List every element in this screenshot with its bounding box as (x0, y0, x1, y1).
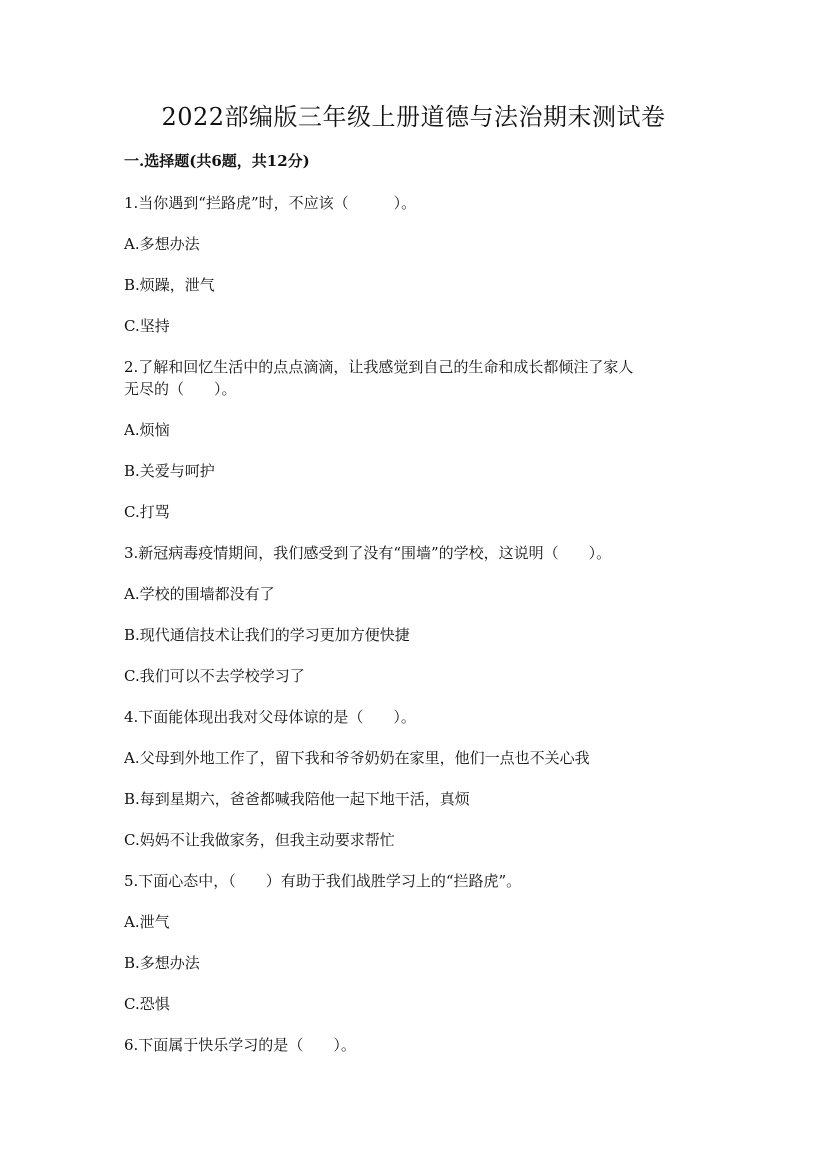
question-4-stem: 4.下面能体现出我对父母体谅的是（ ）。 (124, 708, 416, 726)
question-3-option-b: B.现代通信技术让我们的学习更加方便快捷 (124, 626, 410, 644)
question-6-stem: 6.下面属于快乐学习的是（ ）。 (124, 1036, 356, 1054)
page-title: 2022部编版三年级上册道德与法治期末测试卷 (161, 103, 666, 131)
question-1-stem: 1.当你遇到“拦路虎”时，不应该（ ）。 (124, 194, 417, 212)
question-1-option-a: A.多想办法 (124, 235, 200, 253)
section-heading: 一.选择题(共6题，共12分) (124, 152, 310, 170)
question-1-option-c: C.坚持 (124, 317, 170, 335)
question-4-option-c: C.妈妈不让我做家务，但我主动要求帮忙 (124, 831, 395, 849)
question-3-stem: 3.新冠病毒疫情期间，我们感受到了没有“围墙”的学校，这说明（ ）。 (124, 544, 612, 562)
question-2-option-b: B.关爱与呵护 (124, 462, 215, 480)
question-5-option-c: C.恐惧 (124, 995, 170, 1013)
question-2-stem-line-1: 2.了解和回忆生活中的点点滴滴，让我感觉到自己的生命和成长都倾注了家人 (124, 358, 634, 376)
question-2-option-c: C.打骂 (124, 503, 170, 521)
question-5-stem: 5.下面心态中，（ ）有助于我们战胜学习上的“拦路虎”。 (124, 872, 522, 890)
question-5-option-a: A.泄气 (124, 913, 170, 931)
question-2-stem-line-2: 无尽的（ ）。 (124, 380, 237, 398)
question-4-option-a: A.父母到外地工作了，留下我和爷爷奶奶在家里，他们一点也不关心我 (124, 749, 590, 767)
question-3-option-a: A.学校的围墙都没有了 (124, 585, 275, 603)
question-5-option-b: B.多想办法 (124, 954, 200, 972)
question-1-option-b: B.烦躁，泄气 (124, 276, 215, 294)
question-2-option-a: A.烦恼 (124, 421, 170, 439)
question-4-option-b: B.每到星期六，爸爸都喊我陪他一起下地干活，真烦 (124, 790, 470, 808)
question-3-option-c: C.我们可以不去学校学习了 (124, 667, 305, 685)
